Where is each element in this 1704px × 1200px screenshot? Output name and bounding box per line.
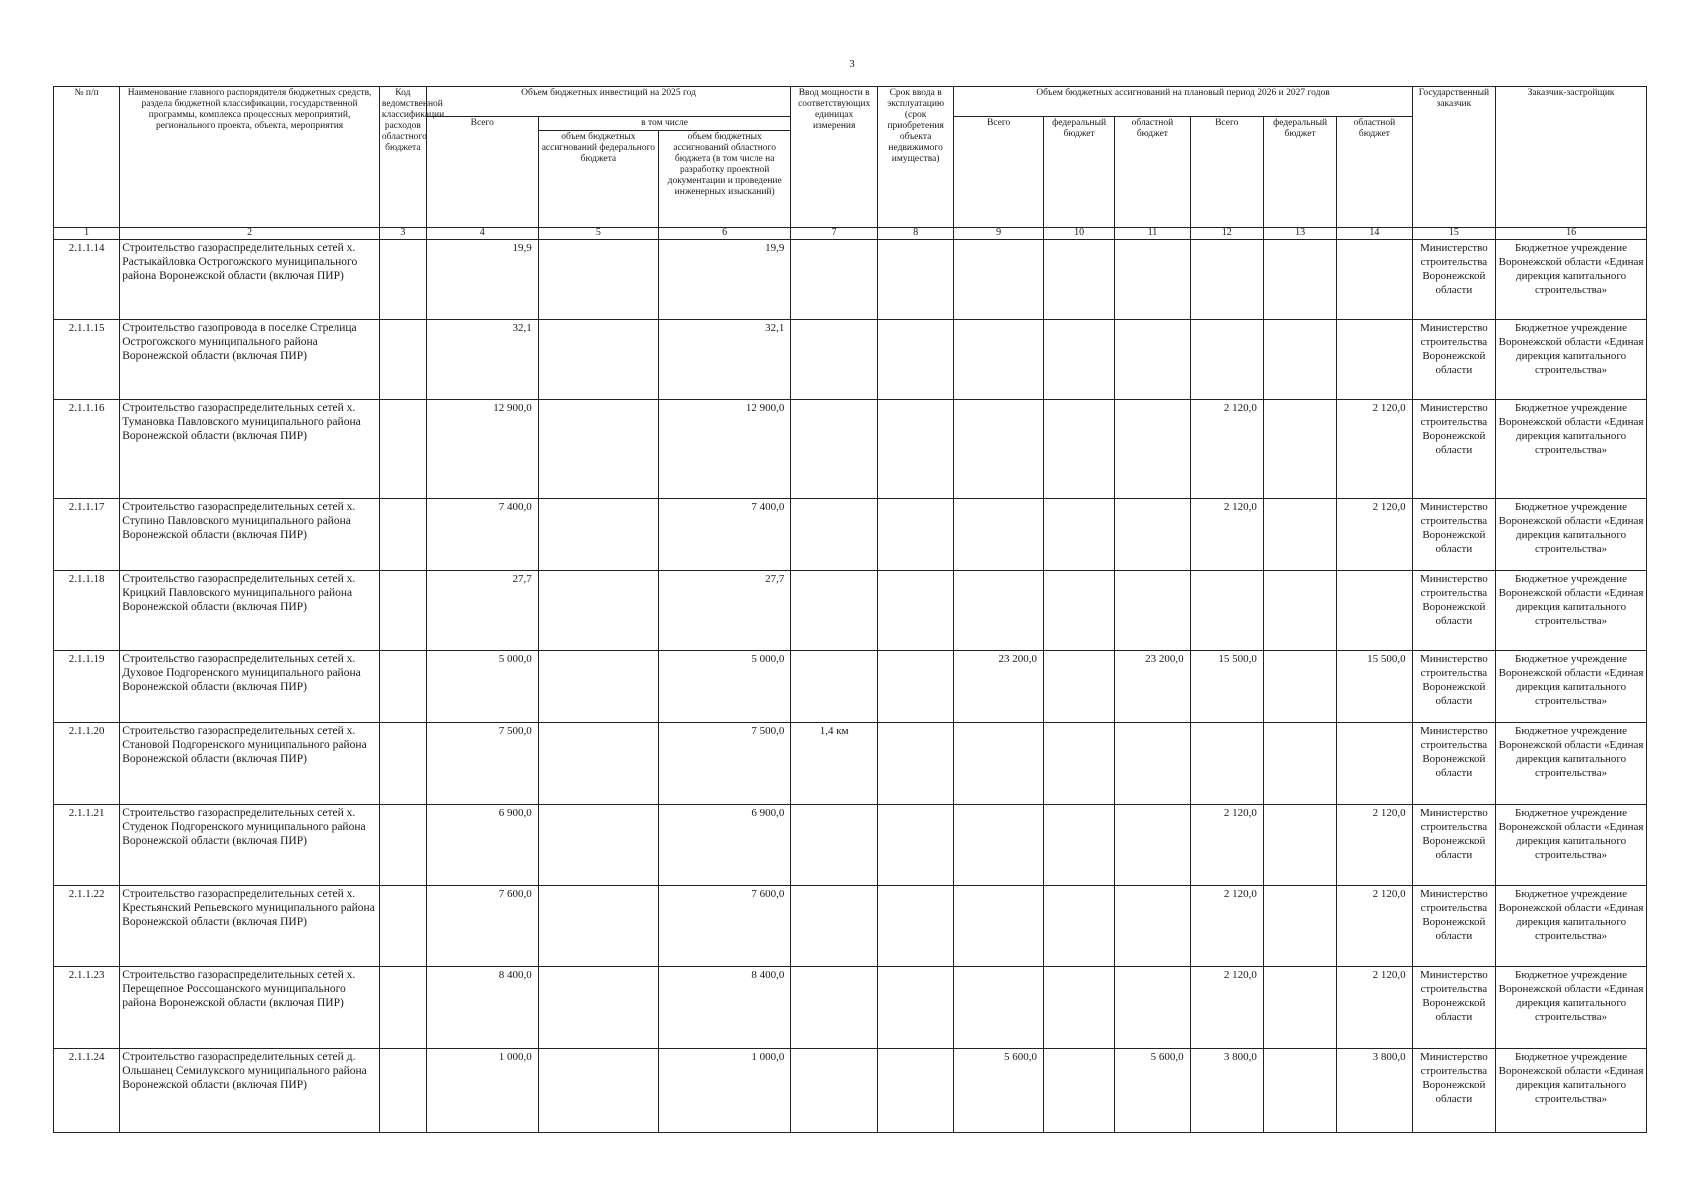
federal-2027-cell — [1263, 240, 1336, 320]
row-number-cell: 2.1.1.22 — [54, 886, 120, 967]
table-body — [54, 240, 1647, 1133]
deadline-cell — [877, 240, 953, 320]
total-2027-cell: 2 120,0 — [1190, 400, 1263, 499]
regional-2027-cell — [1337, 320, 1412, 400]
header-total-2025: Всего — [426, 117, 538, 228]
deadline-cell — [877, 571, 953, 651]
column-number: 7 — [791, 228, 878, 240]
column-number: 1 — [54, 228, 120, 240]
regional-2027-cell — [1337, 240, 1412, 320]
regional-2025-cell: 7 500,0 — [658, 723, 790, 805]
federal-2027-cell — [1263, 571, 1336, 651]
federal-2027-cell — [1263, 886, 1336, 967]
regional-2027-cell: 2 120,0 — [1337, 499, 1412, 571]
object-name-cell: Строительство газораспределительных сетей х. Крицкий Павловского муниципального района Воронежской области (включая ПИР) — [120, 571, 380, 651]
budget-code-cell — [379, 240, 426, 320]
header-no: № п/п — [54, 87, 120, 228]
federal-2026-cell — [1043, 967, 1114, 1049]
total-2025-cell: 7 400,0 — [426, 499, 538, 571]
header-customer: Государственный заказчик — [1412, 87, 1496, 228]
deadline-cell — [877, 723, 953, 805]
total-2027-cell: 3 800,0 — [1190, 1049, 1263, 1133]
total-2027-cell — [1190, 723, 1263, 805]
total-2025-cell: 27,7 — [426, 571, 538, 651]
developer-cell: Бюджетное учреждение Воронежской области «Единая дирекция капитального строительства» — [1496, 240, 1647, 320]
federal-2027-cell — [1263, 320, 1336, 400]
developer-cell: Бюджетное учреждение Воронежской области «Единая дирекция капитального строительства» — [1496, 723, 1647, 805]
object-name-cell: Строительство газораспределительных сетей х. Ступино Павловского муниципального района Воронежской области (включая ПИР) — [120, 499, 380, 571]
federal-2025-cell — [538, 805, 658, 886]
object-name-cell: Строительство газораспределительных сетей д. Ольшанец Семилукского муниципального района Воронежской области (включая ПИР) — [120, 1049, 380, 1133]
header-regional-2025: объем бюджетных ассигнований областного бюджета (в том числе на разработку проектной документации и проведение инженерных изысканий) — [658, 131, 790, 228]
capacity-cell — [791, 967, 878, 1049]
capacity-cell — [791, 499, 878, 571]
object-name-cell: Строительство газораспределительных сетей х. Студенок Подгоренского муниципального района Воронежской области (включая ПИР) — [120, 805, 380, 886]
budget-code-cell — [379, 805, 426, 886]
table-row — [54, 320, 1647, 400]
regional-2025-cell: 6 900,0 — [658, 805, 790, 886]
header-row — [54, 87, 1647, 117]
budget-code-cell — [379, 723, 426, 805]
regional-2026-cell: 5 600,0 — [1115, 1049, 1190, 1133]
total-2025-cell: 1 000,0 — [426, 1049, 538, 1133]
capacity-cell — [791, 571, 878, 651]
total-2026-cell: 23 200,0 — [954, 651, 1044, 723]
regional-2027-cell: 2 120,0 — [1337, 967, 1412, 1049]
header-regional-2026: областной бюджет — [1115, 117, 1190, 228]
budget-code-cell — [379, 400, 426, 499]
header-code: Код ведомственной классификации расходов областного бюджета — [379, 87, 426, 228]
object-name-cell: Строительство газораспределительных сетей х. Крестьянский Репьевского муниципального района Воронежской области (включая ПИР) — [120, 886, 380, 967]
row-number-cell: 2.1.1.16 — [54, 400, 120, 499]
header-capacity: Ввод мощности в соответствующих единицах измерения — [791, 87, 878, 228]
deadline-cell — [877, 886, 953, 967]
total-2027-cell — [1190, 571, 1263, 651]
row-number-cell: 2.1.1.24 — [54, 1049, 120, 1133]
regional-2026-cell — [1115, 886, 1190, 967]
budget-code-cell — [379, 499, 426, 571]
developer-cell: Бюджетное учреждение Воронежской области «Единая дирекция капитального строительства» — [1496, 967, 1647, 1049]
regional-2026-cell — [1115, 967, 1190, 1049]
federal-2027-cell — [1263, 805, 1336, 886]
total-2026-cell: 5 600,0 — [954, 1049, 1044, 1133]
regional-2027-cell: 3 800,0 — [1337, 1049, 1412, 1133]
total-2027-cell — [1190, 320, 1263, 400]
regional-2025-cell: 27,7 — [658, 571, 790, 651]
table-row — [54, 805, 1647, 886]
regional-2025-cell: 7 400,0 — [658, 499, 790, 571]
table-row — [54, 723, 1647, 805]
budget-code-cell — [379, 1049, 426, 1133]
total-2026-cell — [954, 499, 1044, 571]
table-row — [54, 240, 1647, 320]
total-2026-cell — [954, 320, 1044, 400]
federal-2026-cell — [1043, 651, 1114, 723]
capacity-cell — [791, 400, 878, 499]
table-row — [54, 1049, 1647, 1133]
federal-2027-cell — [1263, 651, 1336, 723]
total-2025-cell: 19,9 — [426, 240, 538, 320]
regional-2026-cell — [1115, 723, 1190, 805]
column-number: 2 — [120, 228, 380, 240]
regional-2027-cell — [1337, 571, 1412, 651]
budget-code-cell — [379, 886, 426, 967]
regional-2027-cell: 2 120,0 — [1337, 805, 1412, 886]
row-number-cell: 2.1.1.21 — [54, 805, 120, 886]
total-2025-cell: 32,1 — [426, 320, 538, 400]
state-customer-cell: Министерство строительства Воронежской области — [1412, 240, 1496, 320]
state-customer-cell: Министерство строительства Воронежской области — [1412, 723, 1496, 805]
table-row — [54, 967, 1647, 1049]
capacity-cell — [791, 1049, 878, 1133]
total-2025-cell: 5 000,0 — [426, 651, 538, 723]
total-2027-cell — [1190, 240, 1263, 320]
regional-2027-cell — [1337, 723, 1412, 805]
regional-2025-cell: 12 900,0 — [658, 400, 790, 499]
developer-cell: Бюджетное учреждение Воронежской области «Единая дирекция капитального строительства» — [1496, 805, 1647, 886]
regional-2027-cell: 2 120,0 — [1337, 886, 1412, 967]
developer-cell: Бюджетное учреждение Воронежской области «Единая дирекция капитального строительства» — [1496, 499, 1647, 571]
developer-cell: Бюджетное учреждение Воронежской области «Единая дирекция капитального строительства» — [1496, 571, 1647, 651]
object-name-cell: Строительство газораспределительных сетей х. Растыкайловка Острогожского муниципального района Воронежской области (включая ПИР) — [120, 240, 380, 320]
table-row — [54, 651, 1647, 723]
total-2026-cell — [954, 400, 1044, 499]
row-number-cell: 2.1.1.15 — [54, 320, 120, 400]
deadline-cell — [877, 499, 953, 571]
header-group-plan: Объем бюджетных ассигнований на плановый период 2026 и 2027 годов — [954, 87, 1412, 117]
total-2026-cell — [954, 967, 1044, 1049]
federal-2025-cell — [538, 400, 658, 499]
object-name-cell: Строительство газопровода в поселке Стрелица Острогожского муниципального района Воронежской области (включая ПИР) — [120, 320, 380, 400]
regional-2026-cell — [1115, 320, 1190, 400]
column-number: 15 — [1412, 228, 1496, 240]
regional-2025-cell: 32,1 — [658, 320, 790, 400]
deadline-cell — [877, 651, 953, 723]
column-number: 5 — [538, 228, 658, 240]
column-number: 9 — [954, 228, 1044, 240]
row-number-cell: 2.1.1.17 — [54, 499, 120, 571]
total-2025-cell: 7 600,0 — [426, 886, 538, 967]
federal-2026-cell — [1043, 400, 1114, 499]
object-name-cell: Строительство газораспределительных сетей х. Становой Подгоренского муниципального района Воронежской области (включая ПИР) — [120, 723, 380, 805]
object-name-cell: Строительство газораспределительных сетей х. Перещепное Россошанского муниципального района Воронежской области (включая ПИР) — [120, 967, 380, 1049]
column-number: 12 — [1190, 228, 1263, 240]
federal-2026-cell — [1043, 571, 1114, 651]
state-customer-cell: Министерство строительства Воронежской области — [1412, 320, 1496, 400]
federal-2026-cell — [1043, 1049, 1114, 1133]
state-customer-cell: Министерство строительства Воронежской области — [1412, 805, 1496, 886]
capacity-cell — [791, 805, 878, 886]
row-number-cell: 2.1.1.14 — [54, 240, 120, 320]
column-number: 6 — [658, 228, 790, 240]
budget-code-cell — [379, 651, 426, 723]
column-number: 13 — [1263, 228, 1336, 240]
regional-2026-cell: 23 200,0 — [1115, 651, 1190, 723]
state-customer-cell: Министерство строительства Воронежской области — [1412, 1049, 1496, 1133]
regional-2025-cell: 7 600,0 — [658, 886, 790, 967]
total-2027-cell: 2 120,0 — [1190, 967, 1263, 1049]
regional-2026-cell — [1115, 400, 1190, 499]
state-customer-cell: Министерство строительства Воронежской области — [1412, 499, 1496, 571]
federal-2026-cell — [1043, 805, 1114, 886]
total-2027-cell: 2 120,0 — [1190, 886, 1263, 967]
regional-2025-cell: 19,9 — [658, 240, 790, 320]
federal-2025-cell — [538, 499, 658, 571]
column-number-row — [54, 228, 1647, 240]
developer-cell: Бюджетное учреждение Воронежской области «Единая дирекция капитального строительства» — [1496, 400, 1647, 499]
header-total-2027: Всего — [1190, 117, 1263, 228]
total-2025-cell: 8 400,0 — [426, 967, 538, 1049]
state-customer-cell: Министерство строительства Воронежской области — [1412, 886, 1496, 967]
header-total-2026: Всего — [954, 117, 1044, 228]
federal-2027-cell — [1263, 400, 1336, 499]
total-2026-cell — [954, 886, 1044, 967]
state-customer-cell: Министерство строительства Воронежской области — [1412, 571, 1496, 651]
federal-2026-cell — [1043, 723, 1114, 805]
federal-2027-cell — [1263, 499, 1336, 571]
federal-2027-cell — [1263, 723, 1336, 805]
total-2025-cell: 6 900,0 — [426, 805, 538, 886]
federal-2025-cell — [538, 651, 658, 723]
deadline-cell — [877, 320, 953, 400]
row-number-cell: 2.1.1.18 — [54, 571, 120, 651]
deadline-cell — [877, 400, 953, 499]
deadline-cell — [877, 967, 953, 1049]
regional-2027-cell: 2 120,0 — [1337, 400, 1412, 499]
row-number-cell: 2.1.1.19 — [54, 651, 120, 723]
total-2026-cell — [954, 723, 1044, 805]
developer-cell: Бюджетное учреждение Воронежской области «Единая дирекция капитального строительства» — [1496, 1049, 1647, 1133]
federal-2026-cell — [1043, 886, 1114, 967]
federal-2025-cell — [538, 967, 658, 1049]
page-number: 3 — [849, 58, 855, 70]
federal-2027-cell — [1263, 967, 1336, 1049]
regional-2026-cell — [1115, 240, 1190, 320]
object-name-cell: Строительство газораспределительных сетей х. Духовое Подгоренского муниципального района Воронежской области (включая ПИР) — [120, 651, 380, 723]
budget-code-cell — [379, 571, 426, 651]
column-number: 16 — [1496, 228, 1647, 240]
regional-2027-cell: 15 500,0 — [1337, 651, 1412, 723]
header-name: Наименование главного распорядителя бюджетных средств, раздела бюджетной классификации, государственной программы, комплекса процессных мероприятий, регионального проекта, объекта, мероприятия — [120, 87, 380, 228]
budget-code-cell — [379, 320, 426, 400]
total-2025-cell: 7 500,0 — [426, 723, 538, 805]
developer-cell: Бюджетное учреждение Воронежской области «Единая дирекция капитального строительства» — [1496, 886, 1647, 967]
regional-2025-cell: 1 000,0 — [658, 1049, 790, 1133]
row-number-cell: 2.1.1.23 — [54, 967, 120, 1049]
header-regional-2027: областной бюджет — [1337, 117, 1412, 228]
total-2025-cell: 12 900,0 — [426, 400, 538, 499]
column-number: 14 — [1337, 228, 1412, 240]
regional-2026-cell — [1115, 805, 1190, 886]
column-number: 8 — [877, 228, 953, 240]
column-number: 11 — [1115, 228, 1190, 240]
budget-table — [53, 86, 1647, 1133]
regional-2026-cell — [1115, 499, 1190, 571]
header-federal-2027: федеральный бюджет — [1263, 117, 1336, 228]
total-2026-cell — [954, 571, 1044, 651]
federal-2026-cell — [1043, 320, 1114, 400]
table-row — [54, 400, 1647, 499]
total-2027-cell: 2 120,0 — [1190, 805, 1263, 886]
budget-code-cell — [379, 967, 426, 1049]
header-group-2025: Объем бюджетных инвестиций на 2025 год — [426, 87, 791, 117]
federal-2025-cell — [538, 240, 658, 320]
federal-2025-cell — [538, 571, 658, 651]
total-2027-cell: 2 120,0 — [1190, 499, 1263, 571]
capacity-cell — [791, 886, 878, 967]
total-2027-cell: 15 500,0 — [1190, 651, 1263, 723]
regional-2026-cell — [1115, 571, 1190, 651]
developer-cell: Бюджетное учреждение Воронежской области «Единая дирекция капитального строительства» — [1496, 320, 1647, 400]
federal-2026-cell — [1043, 499, 1114, 571]
column-number: 3 — [379, 228, 426, 240]
header-federal-2026: федеральный бюджет — [1043, 117, 1114, 228]
header-deadline: Срок ввода в эксплуатацию (срок приобретения объекта недвижимого имущества) — [877, 87, 953, 228]
header-including: в том числе — [538, 117, 791, 131]
federal-2025-cell — [538, 723, 658, 805]
federal-2027-cell — [1263, 1049, 1336, 1133]
regional-2025-cell: 5 000,0 — [658, 651, 790, 723]
table-row — [54, 886, 1647, 967]
state-customer-cell: Министерство строительства Воронежской области — [1412, 651, 1496, 723]
capacity-cell — [791, 320, 878, 400]
row-number-cell: 2.1.1.20 — [54, 723, 120, 805]
header-developer: Заказчик-застройщик — [1496, 87, 1647, 228]
developer-cell: Бюджетное учреждение Воронежской области «Единая дирекция капитального строительства» — [1496, 651, 1647, 723]
total-2026-cell — [954, 805, 1044, 886]
capacity-cell — [791, 240, 878, 320]
federal-2026-cell — [1043, 240, 1114, 320]
table-row — [54, 571, 1647, 651]
capacity-cell: 1,4 км — [791, 723, 878, 805]
total-2026-cell — [954, 240, 1044, 320]
table-row — [54, 499, 1647, 571]
column-number: 10 — [1043, 228, 1114, 240]
header-federal-2025: объем бюджетных ассигнований федерального бюджета — [538, 131, 658, 228]
federal-2025-cell — [538, 886, 658, 967]
object-name-cell: Строительство газораспределительных сетей х. Тумановка Павловского муниципального района Воронежской области (включая ПИР) — [120, 400, 380, 499]
state-customer-cell: Министерство строительства Воронежской области — [1412, 967, 1496, 1049]
federal-2025-cell — [538, 1049, 658, 1133]
federal-2025-cell — [538, 320, 658, 400]
capacity-cell — [791, 651, 878, 723]
deadline-cell — [877, 805, 953, 886]
state-customer-cell: Министерство строительства Воронежской области — [1412, 400, 1496, 499]
regional-2025-cell: 8 400,0 — [658, 967, 790, 1049]
column-number: 4 — [426, 228, 538, 240]
deadline-cell — [877, 1049, 953, 1133]
